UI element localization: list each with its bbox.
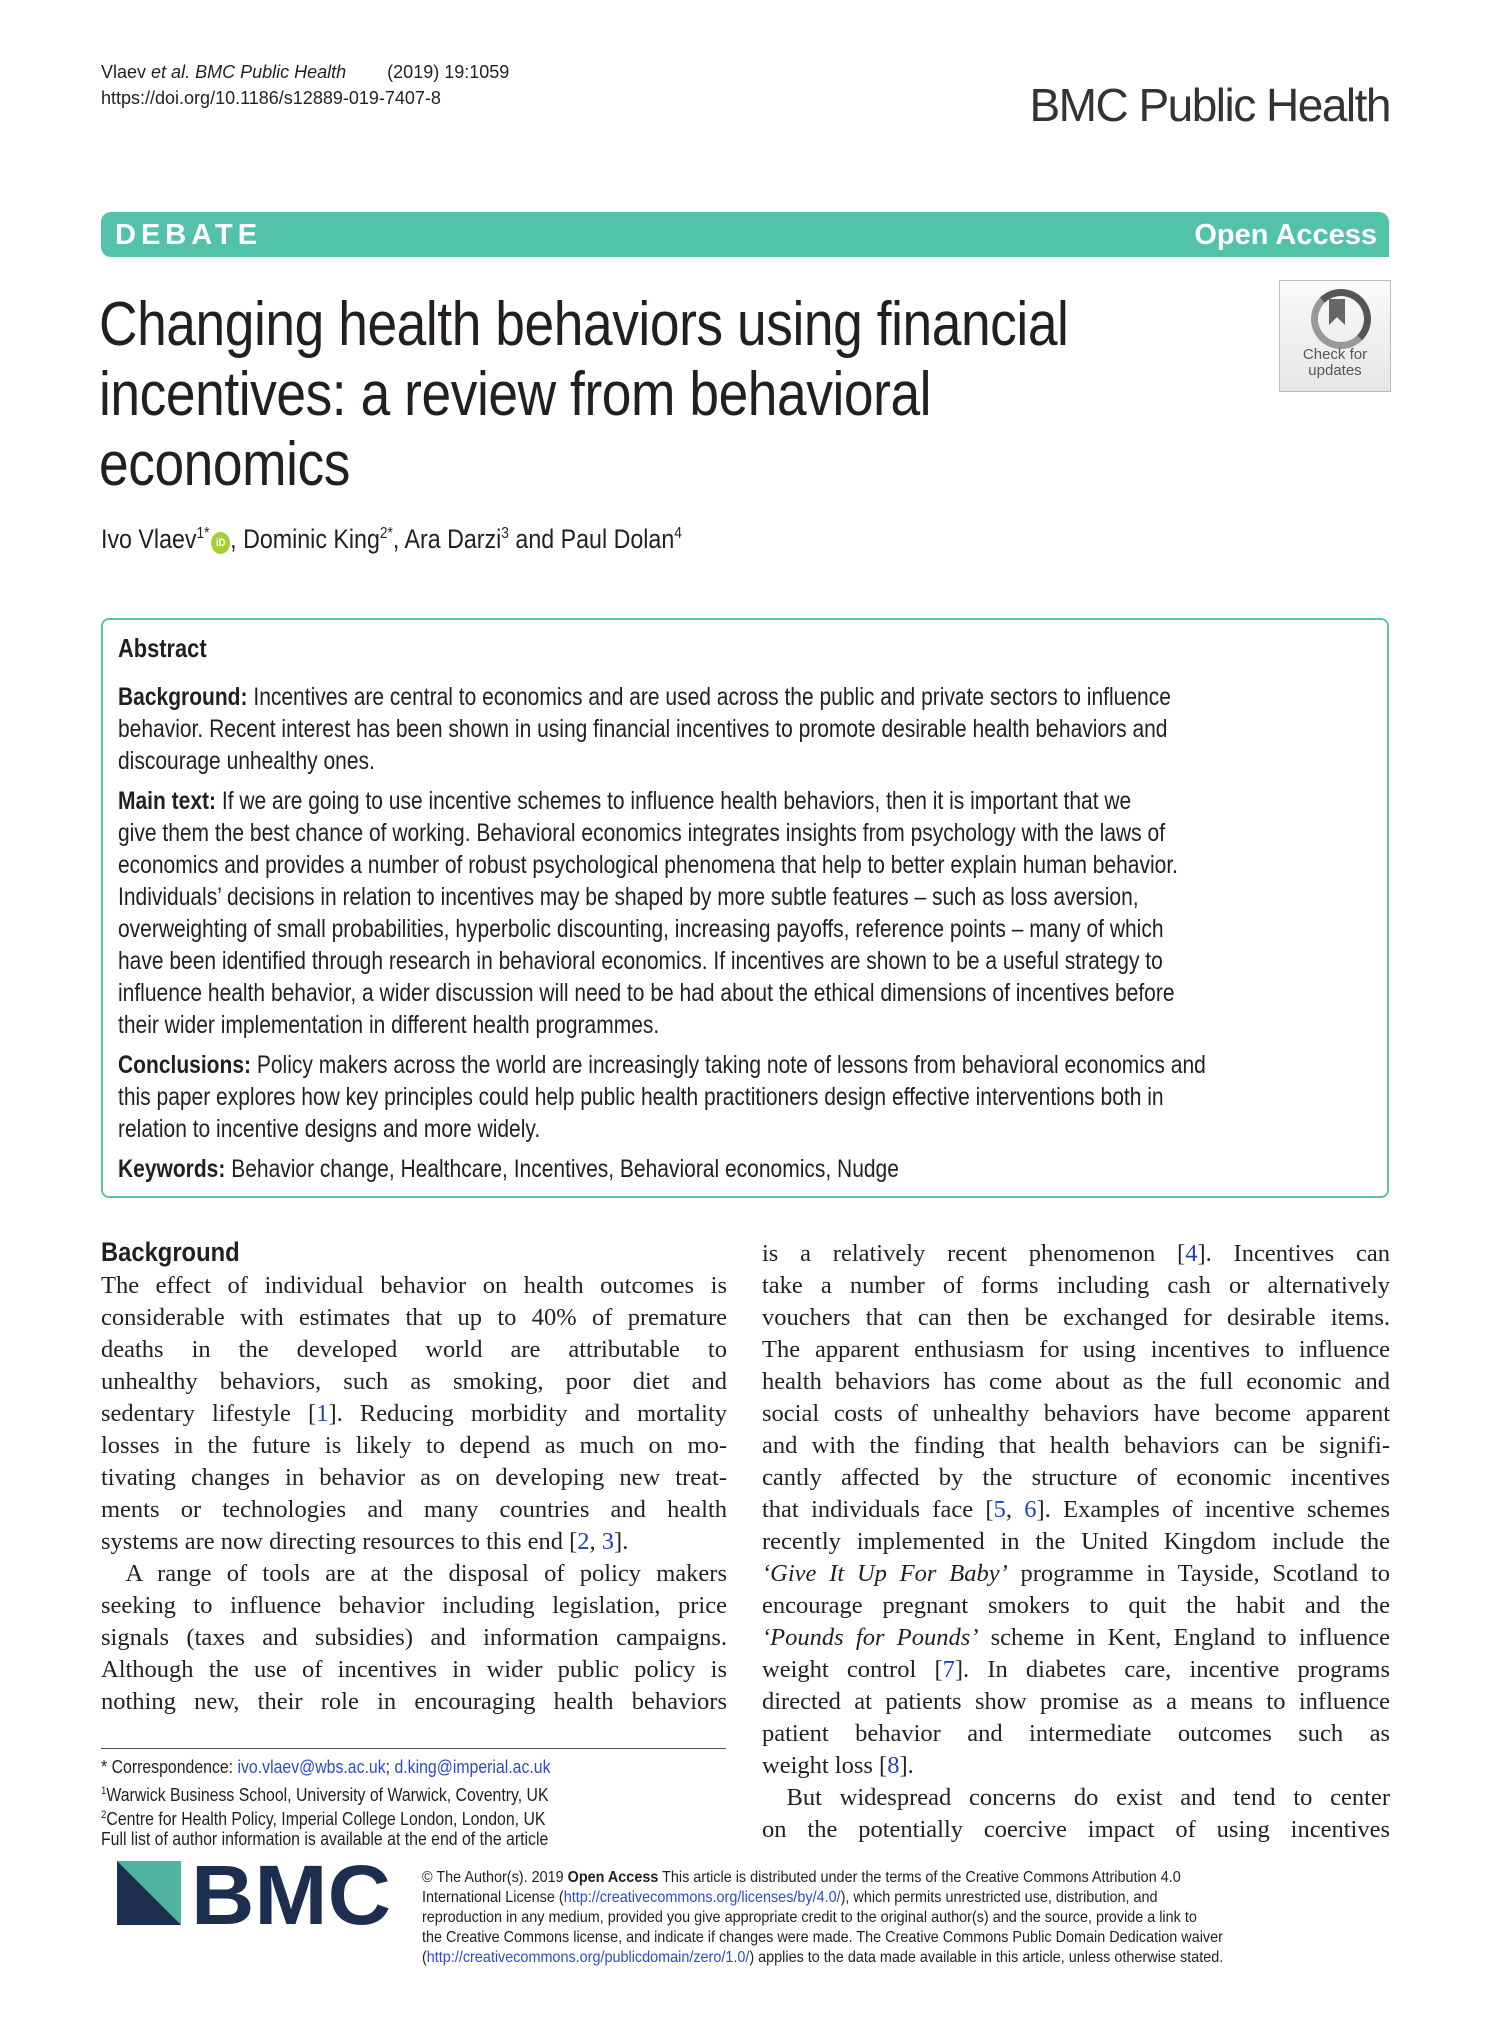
article-type: DEBATE <box>115 219 263 251</box>
abstract-heading: Abstract <box>118 633 207 663</box>
body-line: ments or technologies and many countries and health <box>101 1496 727 1523</box>
body-line: ‘Pounds for Pounds’ scheme in Kent, England to influence <box>762 1624 1390 1651</box>
abstract-line: Policy makers across the world are increasingly taking note of lessons from behavioral economics and <box>256 1051 1206 1079</box>
citation-link[interactable]: 6 <box>1024 1496 1037 1523</box>
author-name[interactable]: Ara Darzi <box>404 524 502 554</box>
email-link[interactable]: ivo.vlaev@wbs.ac.uk <box>237 1757 386 1777</box>
journal-name: BMC Public Health <box>1029 79 1390 131</box>
license-open-access: Open Access <box>567 1869 659 1886</box>
title-line: Changing health behaviors using financial <box>99 290 1069 359</box>
license-link[interactable]: http://creativecommons.org/publicdomain/zero/1.0/ <box>426 1949 750 1966</box>
body-line: tivating changes in behavior as on developing new treat- <box>101 1464 727 1491</box>
body-line: sedentary lifestyle [1]. Reducing morbidity and mortality <box>101 1400 727 1427</box>
header-authors: Vlaev <box>101 62 147 82</box>
programme-name: ‘Pounds for Pounds’ <box>762 1624 979 1651</box>
body-line: recently implemented in the United Kingdom include the <box>762 1528 1390 1555</box>
abstract-conclusions <box>118 1049 1206 1081</box>
footnote-divider <box>101 1748 726 1749</box>
body-line: ‘Give It Up For Baby’ programme in Tayside, Scotland to <box>762 1560 1390 1587</box>
separator: , <box>392 524 400 554</box>
citation-link[interactable]: 1 <box>316 1400 329 1427</box>
abstract-line: relation to incentive designs and more widely. <box>118 1115 541 1143</box>
abstract-line: influence health behavior, a wider discussion will need to be had about the ethical dimensions of incentives before <box>118 979 1175 1007</box>
license-line <box>422 1948 1223 1968</box>
citation-link[interactable]: 3 <box>601 1528 615 1555</box>
license-line <box>422 1888 1158 1908</box>
body-line: weight control [7]. In diabetes care, incentive programs <box>762 1656 1390 1683</box>
abstract-label: Conclusions: <box>118 1051 252 1079</box>
body-line: and with the finding that health behaviors can be signifi- <box>762 1432 1390 1459</box>
body-line: deaths in the developed world are attributable to <box>101 1336 727 1363</box>
author-affiliation: 4 <box>674 525 682 542</box>
programme-name: ‘Give It Up For Baby’ <box>762 1560 1008 1587</box>
license-line <box>422 1868 1181 1888</box>
body-line: directed at patients show promise as a means to influence <box>762 1688 1390 1715</box>
svg-text:BMC: BMC <box>191 1860 391 1932</box>
abstract-line: Individuals’ decisions in relation to incentives may be shaped by more subtle features – such as loss aversion, <box>118 883 1139 911</box>
body-line: Although the use of incentives in wider public policy is <box>101 1656 727 1683</box>
header-et-al: et al. <box>151 62 191 82</box>
citation-link[interactable]: 5 <box>993 1496 1006 1523</box>
affiliation-text: Warwick Business School, University of Warwick, Coventry, UK <box>106 1785 549 1805</box>
body-line: systems are now directing resources to this end [2, 3]. <box>101 1528 629 1555</box>
abstract-line: give them the best chance of working. Behavioral economics integrates insights from psychology with the laws of <box>118 819 1166 847</box>
citation-link[interactable]: 2 <box>577 1528 590 1555</box>
author-affiliation: 1* <box>196 525 210 542</box>
body-line: health behaviors has come about as the full economic and <box>762 1368 1390 1395</box>
license-text: This article is distributed under the terms of the Creative Commons Attribution 4.0 <box>658 1869 1181 1886</box>
body-line: encourage pregnant smokers to quit the habit and the <box>762 1592 1390 1619</box>
body-line: nothing new, their role in encouraging health behaviors <box>101 1688 727 1715</box>
author-list <box>101 524 682 555</box>
email-link[interactable]: d.king@imperial.ac.uk <box>394 1757 551 1777</box>
check-for-updates-button[interactable] <box>1279 280 1391 392</box>
body-line: vouchers that can then be exchanged for desirable items. <box>762 1304 1390 1331</box>
correspondence-label: * Correspondence: <box>101 1757 234 1777</box>
abstract-line: Incentives are central to economics and are used across the public and private sectors to influence <box>253 683 1171 711</box>
orcid-icon[interactable]: iD <box>211 532 230 554</box>
abstract-line: this paper explores how key principles could help public health practitioners design effective interventions both in <box>118 1083 1164 1111</box>
correspondence <box>101 1755 551 1779</box>
body-line: unhealthy behaviors, such as smoking, poor diet and <box>101 1368 727 1395</box>
affiliation-number: 2 <box>101 1809 107 1821</box>
author-affiliation: 3 <box>501 525 509 542</box>
keywords-list: Behavior change, Healthcare, Incentives, Behavioral economics, Nudge <box>231 1155 899 1183</box>
license-text: © The Author(s). 2019 <box>422 1869 568 1886</box>
title-line: incentives: a review from behavioral <box>99 360 932 429</box>
body-line: losses in the future is likely to depend as much on mo- <box>101 1432 727 1459</box>
abstract-label: Main text: <box>118 787 217 815</box>
header-journal: BMC Public Health <box>195 62 347 82</box>
abstract-label: Keywords: <box>118 1155 226 1183</box>
article-type-banner <box>101 212 1389 257</box>
body-line: considerable with estimates that up to 40% of premature <box>101 1304 727 1331</box>
abstract-label: Background: <box>118 683 248 711</box>
author-name[interactable]: Paul Dolan <box>560 524 675 554</box>
body-line: signals (taxes and subsidies) and information campaigns. <box>101 1624 727 1651</box>
body-line: weight loss [8]. <box>762 1752 914 1779</box>
body-line: The effect of individual behavior on health outcomes is <box>101 1272 727 1299</box>
license-text: ), which permits unrestricted use, distribution, and <box>840 1889 1158 1906</box>
separator: , <box>230 524 237 554</box>
bmc-logo <box>117 1860 392 1932</box>
open-access-label: Open Access <box>1194 219 1377 251</box>
title-line: economics <box>99 430 350 499</box>
author-name[interactable]: Dominic King <box>243 524 380 554</box>
doi-link[interactable]: https://doi.org/10.1186/s12889-019-7407-8 <box>101 88 441 108</box>
affiliation-text: Centre for Health Policy, Imperial College London, London, UK <box>106 1809 546 1829</box>
body-line: seeking to influence behavior including legislation, price <box>101 1592 727 1619</box>
body-line: patient behavior and intermediate outcomes such as <box>762 1720 1390 1747</box>
abstract-line: behavior. Recent interest has been shown in using financial incentives to promote desirable health behaviors and <box>118 715 1168 743</box>
separator: ; <box>385 1757 391 1777</box>
body-line: is a relatively recent phenomenon [4]. Incentives can <box>762 1240 1391 1267</box>
abstract-main-text <box>118 785 1131 817</box>
abstract-line: have been identified through research in behavioral economics. If incentives are shown to be a useful strategy to <box>118 947 1163 975</box>
abstract-line: If we are going to use incentive schemes to influence health behaviors, then it is important that we <box>221 787 1132 815</box>
body-line: The apparent enthusiasm for using incentives to influence <box>762 1336 1390 1363</box>
citation-link[interactable]: 8 <box>887 1752 900 1779</box>
body-line: cantly affected by the structure of economic incentives <box>762 1464 1390 1491</box>
citation-link[interactable]: 7 <box>942 1656 955 1683</box>
license-text: ) applies to the data made available in this article, unless otherwise stated. <box>749 1949 1224 1966</box>
check-updates-line1: Check for <box>1302 346 1368 363</box>
affiliation-number: 1 <box>101 1785 107 1797</box>
header-citation: (2019) 19:1059 <box>387 62 510 82</box>
abstract-keywords <box>118 1153 899 1185</box>
bmc-logo-icon <box>117 1860 392 1932</box>
abstract-line: their wider implementation in different health programmes. <box>118 1011 660 1039</box>
license-text: International License ( <box>422 1889 564 1906</box>
body-line: that individuals face [5, 6]. Examples of incentive schemes <box>762 1496 1390 1523</box>
check-updates-line2: updates <box>1308 362 1362 379</box>
author-affiliation: 2* <box>379 525 393 542</box>
author-info-note: Full list of author information is available at the end of the article <box>101 1829 549 1849</box>
author-name[interactable]: Ivo Vlaev <box>101 524 197 554</box>
body-line: social costs of unhealthy behaviors have become apparent <box>762 1400 1390 1427</box>
section-heading: Background <box>101 1237 240 1267</box>
license-line: reproduction in any medium, provided you give appropriate credit to the original author(s) and the source, provide a link to <box>422 1909 1197 1926</box>
body-line: A range of tools are at the disposal of policy makers <box>101 1560 727 1587</box>
license-link[interactable]: http://creativecommons.org/licenses/by/4.0/ <box>563 1889 841 1906</box>
body-line: But widespread concerns do exist and tend to center <box>762 1784 1390 1811</box>
license-line: the Creative Commons license, and indicate if changes were made. The Creative Commons Public Domain Dedication waiver <box>422 1929 1223 1946</box>
license-text: ( <box>422 1949 427 1966</box>
abstract-line: discourage unhealthy ones. <box>118 747 375 775</box>
body-line: take a number of forms including cash or alternatively <box>762 1272 1390 1299</box>
running-header <box>101 60 509 84</box>
abstract-line: economics and provides a number of robust psychological phenomena that help to better explain human behavior. <box>118 851 1179 879</box>
abstract-line: overweighting of small probabilities, hyperbolic discounting, increasing payoffs, reference points – many of which <box>118 915 1164 943</box>
abstract-background <box>118 681 1171 713</box>
body-line: on the potentially coercive impact of using incentives <box>762 1816 1390 1843</box>
citation-link[interactable]: 4 <box>1185 1240 1198 1267</box>
separator: and <box>515 524 555 554</box>
